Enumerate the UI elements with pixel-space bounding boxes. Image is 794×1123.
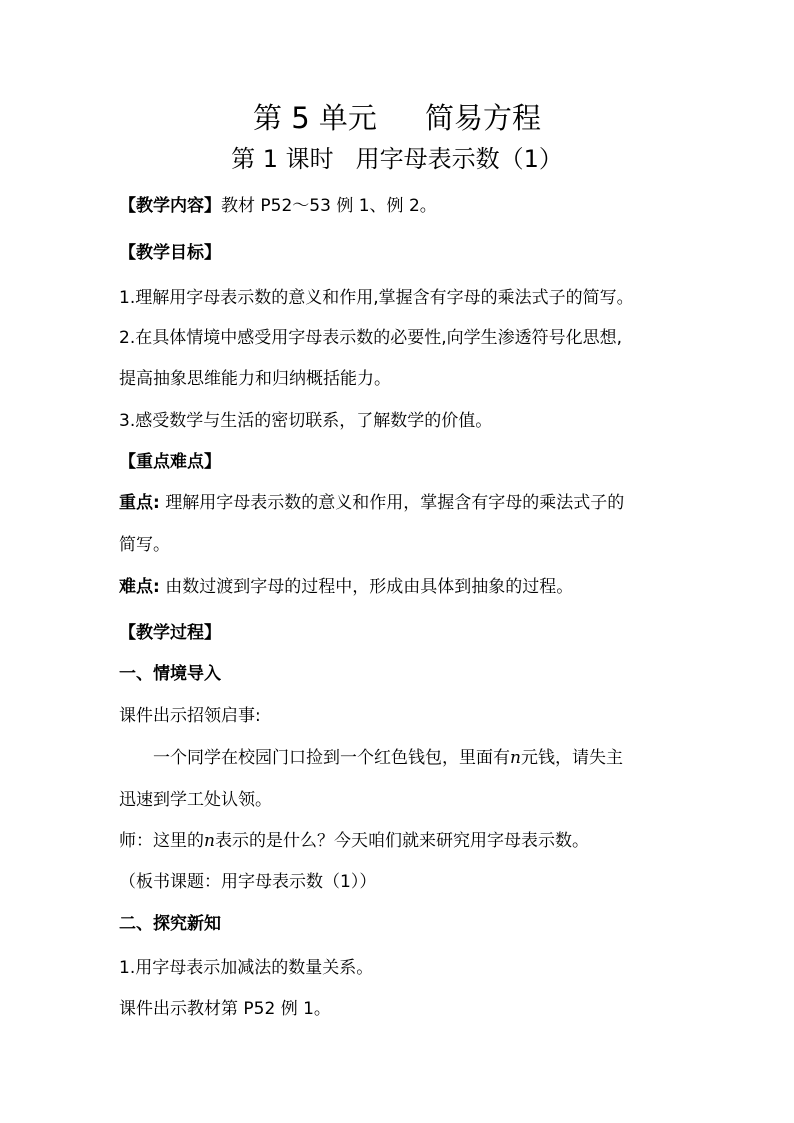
key-point-label: 重点:: [119, 493, 160, 513]
board-title: （板书课题：用字母表示数（1））: [119, 872, 377, 892]
difficulty-label: 难点:: [119, 577, 160, 597]
notice-line1: [153, 745, 623, 771]
teacher-question: [119, 828, 589, 854]
lesson-number: 第 1 课时: [231, 145, 334, 173]
objective-1: 1.理解用字母表示数的意义和作用,掌握含有字母的乘法式子的简写。: [119, 288, 634, 308]
key-point-line2: 简写。: [119, 535, 170, 555]
teacher-variable: n: [204, 831, 215, 851]
teaching-content-label: 【教学内容】: [119, 196, 221, 216]
notice-variable: n: [510, 748, 521, 768]
section-1-heading: 一、情境导入: [119, 664, 221, 684]
teacher-text-a: 师：这里的: [119, 831, 204, 851]
objectives-heading: 【教学目标】: [119, 243, 221, 263]
unit-title: [0, 98, 794, 138]
section-2-heading: 二、探究新知: [119, 914, 221, 934]
objective-3: 3.感受数学与生活的密切联系，了解数学的价值。: [119, 411, 493, 431]
difficulty-point: [119, 574, 573, 600]
unit-number: 第 5 单元: [253, 101, 377, 135]
process-heading: 【教学过程】: [119, 623, 221, 643]
objective-2-line2: 提高抽象思维能力和归纳概括能力。: [119, 369, 391, 389]
lesson-title: [0, 142, 794, 176]
teacher-text-b: 表示的是什么？今天咱们就来研究用字母表示数。: [214, 831, 589, 851]
lesson-name: 用字母表示数（1）: [355, 145, 563, 173]
teaching-content: [119, 193, 437, 219]
notice-text-a: 一个同学在校园门口捡到一个红色钱包，里面有: [153, 748, 510, 768]
explore-item-1: 1.用字母表示加减法的数量关系。: [119, 958, 374, 978]
key-points-heading: 【重点难点】: [119, 452, 221, 472]
notice-text-b: 元钱，请失主: [520, 748, 623, 768]
key-point: [119, 490, 624, 516]
objective-2-line1: 2.在具体情境中感受用字母表示数的必要性,向学生渗透符号化思想,: [119, 328, 623, 348]
unit-name: 简易方程: [424, 101, 541, 135]
teaching-content-text: 教材 P52～53 例 1、例 2。: [221, 196, 437, 216]
key-point-text: 理解用字母表示数的意义和作用，掌握含有字母的乘法式子的: [159, 493, 625, 513]
explore-item-1-detail: 课件出示教材第 P52 例 1。: [119, 999, 331, 1019]
courseware-line: 课件出示招领启事:: [119, 706, 261, 726]
difficulty-text: 由数过渡到字母的过程中，形成由具体到抽象的过程。: [159, 577, 574, 597]
notice-line2: 迅速到学工处认领。: [119, 790, 272, 810]
